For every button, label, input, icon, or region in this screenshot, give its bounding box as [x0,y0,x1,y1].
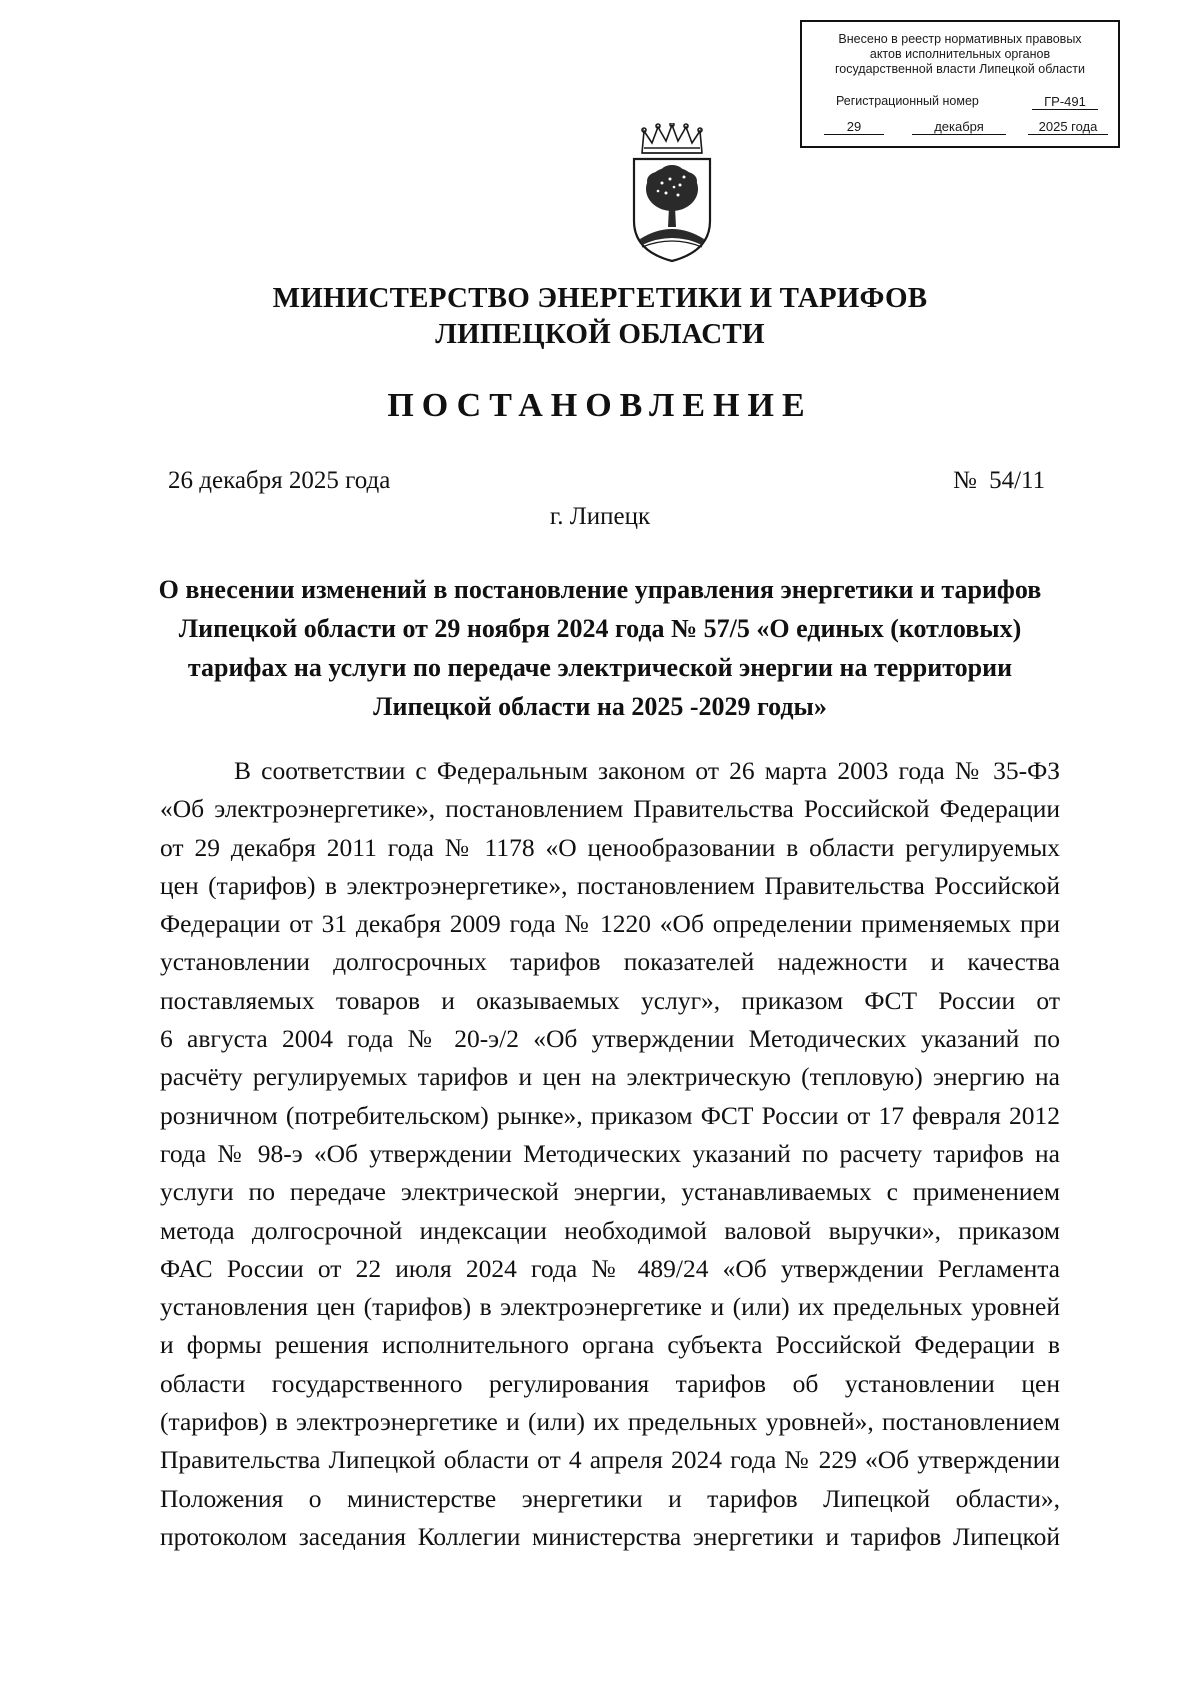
document-body [160,752,1060,1556]
body-line: В соответствии с Федеральным законом от 26 марта 2003 года № 35-ФЗ [234,756,1060,785]
organization-name-line-2: ЛИПЕЦКОЙ ОБЛАСТИ [435,318,765,350]
body-line: ФАС России от 22 июля 2024 года № 489/24 «Об утверждении Регламента [160,1253,1060,1283]
subject-line-3: тарифах на услуги по передаче электрической энергии на территории [187,653,1013,682]
body-line: установлении долгосрочных тарифов показателей надежности и качества [160,947,1060,977]
body-line: от 29 декабря 2011 года № 1178 «О ценообразовании в области регулируемых [160,832,1060,862]
body-line: протоколом заседания Коллегии министерства энергетики и тарифов Липецкой [160,1521,1060,1551]
stamp-registration-row [830,94,1100,112]
subject-line-2: Липецкой области от 29 ноября 2024 года № 57/5 «О единых (котловых) [178,614,1022,643]
stamp-line-3: государственной власти Липецкой области [834,62,1086,76]
stamp-day: 29 [824,119,884,135]
subject-line-4: Липецкой области на 2025 -2029 годы» [373,692,827,721]
body-line: области государственного регулирования тарифов об установлении цен [160,1368,1060,1398]
body-line: 6 августа 2004 года № 20-э/2 «Об утверждении Методических указаний по [160,1024,1060,1054]
body-line: розничном (потребительском) рынке», приказом ФСТ России от 17 февраля 2012 [160,1100,1060,1130]
registry-stamp [800,20,1120,148]
document-number: № 54/11 [953,467,1046,494]
body-line: метода долгосрочной индексации необходимой валовой выручки», приказом [160,1215,1060,1245]
body-line: расчёту регулируемых тарифов и цен на электрическую (тепловую) энергию на [160,1062,1060,1092]
document-type-title: ПОСТАНОВЛЕНИЕ [387,387,813,424]
stamp-line-2: актов исполнительных органов [869,47,1051,61]
document-date: 26 декабря 2025 года [168,467,391,494]
body-line: Положения о министерстве энергетики и тарифов Липецкой области», [160,1483,1060,1513]
body-line: и формы решения исполнительного органа субъекта Российской Федерации в [160,1330,1060,1360]
subject-line-1: О внесении изменений в постановление управления энергетики и тарифов [158,575,1042,604]
stamp-line-1: Внесено в реестр нормативных правовых [838,32,1082,46]
body-line: Федерации от 31 декабря 2009 года № 1220 «Об определении применяемых при [160,909,1060,939]
body-line: Правительства Липецкой области от 4 апреля 2024 года № 229 «Об утверждении [160,1445,1060,1475]
body-line: «Об электроэнергетике», постановлением Правительства Российской Федерации [160,794,1060,824]
document-subject [150,570,1050,726]
body-line: услуги по передаче электрической энергии, устанавливаемых с применением [160,1177,1060,1207]
body-line: цен (тарифов) в электроэнергетике», постановлением Правительства Российской [160,870,1060,900]
stamp-date-row [820,119,1110,137]
stamp-year: 2025 года [1028,119,1108,135]
body-line: поставляемых товаров и оказываемых услуг», приказом ФСТ России от [160,985,1060,1015]
organization-name-line-1: МИНИСТЕРСТВО ЭНЕРГЕТИКИ И ТАРИФОВ [272,282,928,314]
body-line: установления цен (тарифов) в электроэнергетике и (или) их предельных уровней [160,1292,1060,1322]
body-line: года № 98-э «Об утверждении Методических указаний по расчету тарифов на [160,1138,1060,1168]
body-line: (тарифов) в электроэнергетике и (или) их предельных уровней», постановлением [160,1407,1060,1437]
coat-of-arms-icon [622,123,722,263]
document-city: г. Липецк [549,503,651,530]
stamp-registration-label: Регистрационный номер [836,94,979,108]
stamp-month: декабря [912,119,1006,135]
organization-name [0,280,1200,352]
stamp-registration-number: ГР-491 [1032,94,1098,110]
